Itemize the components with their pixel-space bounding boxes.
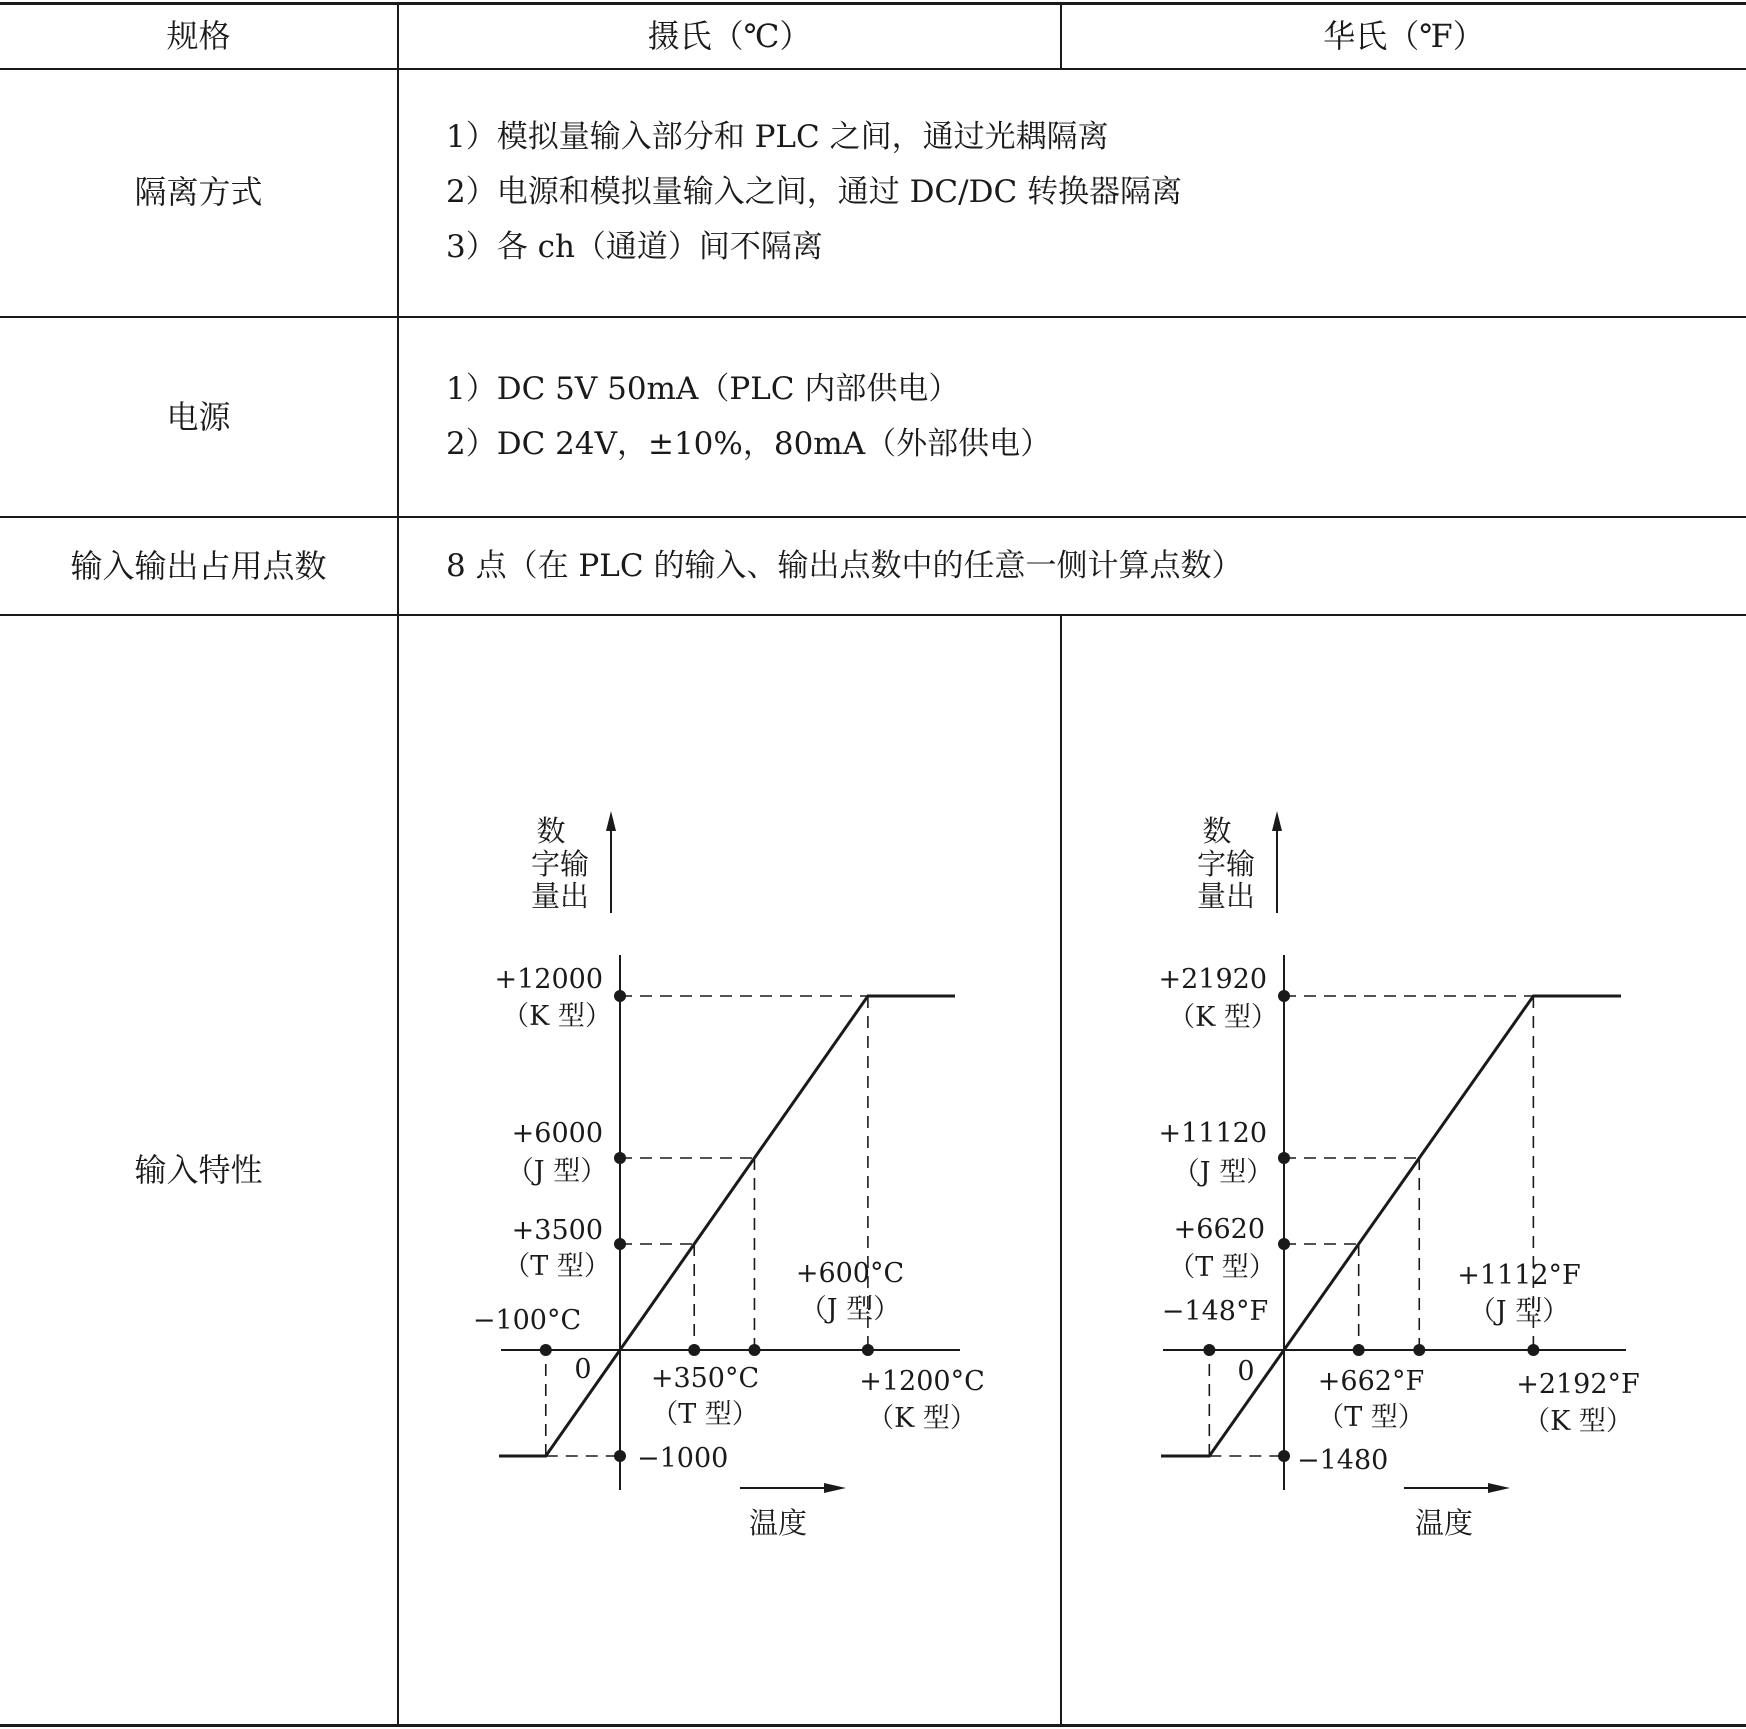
- isolation-label: 隔离方式: [134, 173, 263, 211]
- x-tick-type-label: （K 型）: [1523, 1406, 1633, 1437]
- power-line-2: 2）DC 24V，±10%，80mA（外部供电）: [446, 426, 1052, 462]
- y-axis-label-line: 量出: [530, 879, 590, 913]
- io-points-label: 输入输出占用点数: [70, 547, 327, 585]
- x-mark-dot: [862, 1344, 874, 1356]
- y-tick-label: +12000: [494, 964, 603, 995]
- y-tick-label: +6000: [511, 1118, 603, 1149]
- y-axis-label-line: 数: [536, 814, 566, 848]
- y-axis-label-line: 字输: [530, 847, 590, 881]
- x-tick-type-label: （T 型）: [1317, 1402, 1425, 1433]
- y-tick-label: +6620: [1173, 1214, 1265, 1245]
- isolation-line-1: 1）模拟量输入部分和 PLC 之间，通过光耦隔离: [446, 119, 1109, 155]
- y-tick-label: −1000: [637, 1443, 729, 1474]
- header-celsius: 摄氏（℃）: [647, 17, 812, 55]
- power-line-1: 1）DC 5V 50mA（PLC 内部供电）: [446, 371, 960, 407]
- y-tick-label: +11120: [1158, 1118, 1267, 1149]
- y-tick-type-label: （K 型）: [1168, 1002, 1278, 1033]
- x-tick-type-label: （T 型）: [651, 1399, 759, 1430]
- x-mark-dot: [748, 1344, 760, 1356]
- x-mark-dot: [540, 1344, 552, 1356]
- x-axis-arrow-head: [824, 1483, 846, 1493]
- y-tick-type-label: （T 型）: [503, 1251, 611, 1282]
- y-mark-dot: [614, 1238, 626, 1250]
- x-tick-label: −148°F: [1161, 1296, 1269, 1327]
- input-characteristics-label: 输入特性: [134, 1151, 263, 1189]
- y-tick-label: −1480: [1297, 1445, 1389, 1476]
- y-mark-dot: [614, 1152, 626, 1164]
- y-mark-dot: [614, 990, 626, 1002]
- y-tick-label: +21920: [1158, 964, 1267, 995]
- x-tick-type-label: （J 型）: [799, 1294, 901, 1325]
- y-axis-label-line: 数: [1202, 814, 1232, 848]
- x-tick-type-label: （J 型）: [1468, 1296, 1570, 1327]
- x-mark-dot: [688, 1344, 700, 1356]
- x-tick-label: +350°C: [650, 1363, 760, 1394]
- y-tick-type-label: （J 型）: [506, 1156, 608, 1187]
- y-axis-arrow-head: [606, 811, 616, 831]
- y-tick-type-label: （K 型）: [502, 1001, 612, 1032]
- io-points-value: 8 点（在 PLC 的输入、输出点数中的任意一侧计算点数）: [446, 548, 1243, 584]
- x-tick-label: +2192°F: [1516, 1369, 1640, 1400]
- isolation-line-3: 3）各 ch（通道）间不隔离: [446, 229, 823, 265]
- x-tick-type-label: （K 型）: [867, 1403, 977, 1434]
- y-mark-dot: [614, 1450, 626, 1462]
- isolation-line-2: 2）电源和模拟量输入之间，通过 DC/DC 转换器隔离: [446, 174, 1183, 210]
- x-tick-label: +662°F: [1317, 1366, 1425, 1397]
- origin-label: 0: [1237, 1356, 1255, 1387]
- x-tick-label: −100°C: [472, 1305, 582, 1336]
- x-axis-label: 温度: [748, 1506, 808, 1540]
- y-axis-label-line: 字输: [1196, 847, 1256, 881]
- header-spec: 规格: [166, 17, 231, 55]
- x-tick-label: +1200°C: [859, 1366, 985, 1397]
- x-axis-label: 温度: [1414, 1506, 1474, 1540]
- origin-label: 0: [574, 1354, 592, 1385]
- y-tick-label: +3500: [511, 1215, 603, 1246]
- header-fahrenheit: 华氏（℉）: [1323, 17, 1485, 55]
- power-label: 电源: [166, 398, 231, 436]
- y-tick-type-label: （J 型）: [1172, 1157, 1274, 1188]
- x-tick-label: +600°C: [795, 1258, 905, 1289]
- y-tick-type-label: （T 型）: [1168, 1252, 1276, 1283]
- x-tick-label: +1112°F: [1457, 1260, 1581, 1291]
- y-axis-label-line: 量出: [1196, 879, 1256, 913]
